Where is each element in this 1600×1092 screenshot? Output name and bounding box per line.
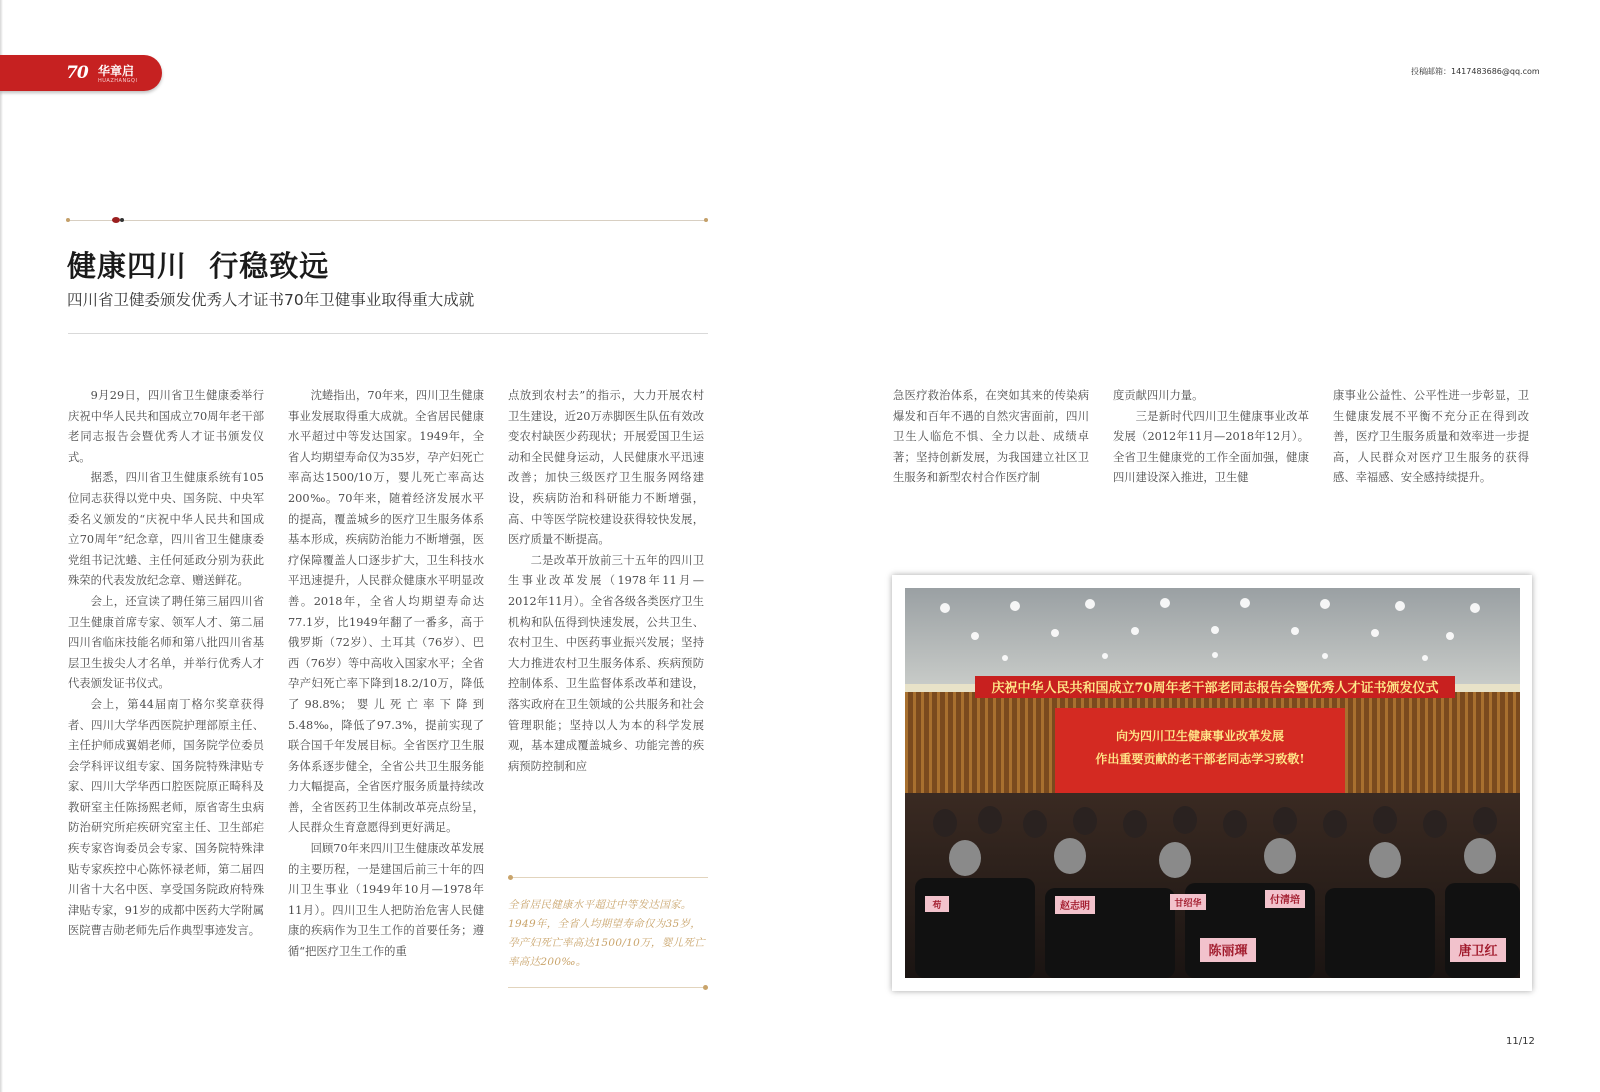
paragraph: 会上，第44届南丁格尔奖章获得者、四川大学华西医院护理部原主任、主任护师成翼娟老师，国务院学位委员会学科评议组专家、国务院特殊津贴专家、四川大学华西口腔医院原正畸科及教研室主任陈扬熙老师，原省寄生虫病防治研究所疟疾研究室主任、卫生部疟疾专家咨询委员会专家、国务院特殊津贴专家疾控中心陈怀禄老师，第二届四川省十大名中医、享受国务院政府特殊津贴专家，91岁的成都中医药大学附属医院曹吉勋老师先后作典型事迹发言。 (68, 697, 264, 938)
pull-quote: 全省居民健康水平超过中等发达国家。1949年，全省人均期望寿命仅为35岁，孕产妇死亡率高达1500/10万，婴儿死亡率高达200‰。 (508, 899, 705, 968)
title-top-rule (68, 220, 708, 221)
article-column-5 (1113, 386, 1309, 490)
name-card-label: 赵志明 (1060, 901, 1090, 912)
article-column-2 (288, 386, 484, 996)
paragraph: 据悉，四川省卫生健康系统有105位同志获得以党中央、国务院、中央军委名义颁发的“庆祝中华人民共和国成立70周年”纪念章，四川省卫生健康委党组书记沈蜷、主任何延政分别为获此殊荣的代表发放纪念章、赠送鲜花。 (68, 471, 264, 588)
name-card-label: 甘绍华 (1174, 899, 1202, 909)
rule-dot (120, 218, 124, 222)
pull-quote-dot (703, 985, 708, 990)
pull-quote-dot (508, 875, 513, 880)
paragraph: 沈蜷指出，70年来，四川卫生健康事业发展取得重大成就。全省居民健康水平超过中等发达国家。1949年，全省人均期望寿命仅为35岁，孕产妇死亡率高达1500/10万，婴儿死亡率高达200‰。70年来，随着经济发展水平的提高，覆盖城乡的医疗卫生服务体系基本形成，疾病防治能力不断增强，医疗保障覆盖人口逐步扩大，卫生科技水平迅速提升，人民群众健康水平明显改善。2018年，全省人均期望寿命达77.1岁，比1949年翻了一番多，高于俄罗斯（72岁）、土耳其（76岁）、巴西（76岁）等中高收入国家水平；全省孕产妇死亡率下降到18.2/10万，降低了98.8%；婴儿死亡率下降到5.48‰，降低了97.3%，提前实现了联合国千年发展目标。全省医疗卫生服务体系逐步健全，全省公共卫生服务能力大幅提高，全省医疗服务质量持续改善，全省医药卫生体制改革亮点纷呈，人民群众生育意愿得到更好满足。 (288, 389, 484, 835)
contact-email: 投稿邮箱：1417483686@qq.com (1411, 67, 1540, 76)
rule-dot (66, 218, 70, 222)
conference-photo (905, 588, 1520, 978)
name-card-label: 陈丽琿 (1208, 944, 1248, 959)
article-column-3 (508, 386, 704, 782)
logo-70-mark: 70 (66, 63, 88, 83)
name-card-label: 付清培 (1270, 895, 1300, 906)
logo-name: 华章启 (98, 64, 135, 78)
conference-photo-illustration (905, 588, 1520, 978)
photo-banner-text: 庆祝中华人民共和国成立70周年老干部老同志报告会暨优秀人才证书颁发仪式 (991, 681, 1439, 696)
name-card-label: 唐卫红 (1458, 944, 1498, 959)
paragraph: 急医疗救治体系，在突如其来的传染病爆发和百年不遇的自然灾害面前，四川卫生人临危不惧、全力以赴、成绩卓著；坚持创新发展，为我国建立社区卫生服务和新型农村合作医疗制 (893, 389, 1089, 485)
pull-quote-bottom-rule (508, 987, 708, 988)
paragraph: 点放到农村去”的指示，大力开展农村卫生建设，近20万赤脚医生队伍有效改变农村缺医少药现状；开展爱国卫生运动和全民健身运动，人民健康水平迅速改善；加快三级医疗卫生服务网络建设，疾病防治和科研能力不断增强，高、中等医学院校建设获得较快发展，医疗质量不断提高。 (508, 389, 704, 547)
photo-screen-line2: 作出重要贡献的老干部老同志学习致敬! (1095, 752, 1305, 766)
logo-subtitle: HUAZHANGQI (98, 78, 138, 84)
page-edge-shadow (0, 0, 3, 1092)
photo-screen-line1: 向为四川卫生健康事业改革发展 (1115, 729, 1285, 743)
paragraph: 会上，还宣读了聘任第三届四川省卫生健康首席专家、领军人才、第二届四川省临床技能名师和第八批四川省基层卫生拔尖人才名单，并举行优秀人才代表颁发证书仪式。 (68, 594, 264, 691)
paragraph: 二是改革开放前三十五年的四川卫生事业改革发展（1978年11月—2012年11月）。全省各级各类医疗卫生机构和队伍得到快速发展，公共卫生、农村卫生、中医药事业振兴发展；坚持大力推进农村卫生服务体系、疾病预防控制体系、卫生监督体系改革和建设，落实政府在卫生领域的公共服务和社会管理职能；坚持以人为本的科学发展观，基本建成覆盖城乡、功能完善的疾病预防控制和应 (508, 553, 704, 773)
article-column-4 (893, 386, 1089, 490)
paragraph: 9月29日，四川省卫生健康委举行庆祝中华人民共和国成立70周年老干部老同志报告会暨优秀人才证书颁发仪式。 (68, 389, 264, 464)
page-number: 11/12 (1506, 1036, 1535, 1047)
paragraph: 度贡献四川力量。 (1113, 389, 1204, 402)
article-column-6 (1333, 386, 1529, 490)
article-column-1 (68, 386, 264, 996)
article-title: 健康四川 行稳致远 (67, 249, 330, 283)
article-subtitle: 四川省卫健委颁发优秀人才证书70年卫健事业取得重大成就 (67, 291, 475, 309)
rule-dot (704, 218, 708, 222)
paragraph: 回顾70年来四川卫生健康改革发展的主要历程，一是建国后前三十年的四川卫生事业（1949年10月—1978年11月）。四川卫生人把防治危害人民健康的疾病作为卫生工作的首要任务；遵循“把医疗卫生工作的重 (288, 842, 484, 959)
name-card-label: 苟 (932, 901, 942, 911)
paragraph: 康事业公益性、公平性进一步彰显，卫生健康发展不平衡不充分正在得到改善，医疗卫生服务质量和效率进一步提高，人民群众对医疗卫生服务的获得感、幸福感、安全感持续提升。 (1333, 389, 1529, 485)
title-bottom-rule (68, 333, 708, 334)
rule-dot (112, 217, 120, 223)
paragraph: 三是新时代四川卫生健康事业改革发展（2012年11月—2018年12月）。全省卫生健康党的工作全面加强，健康四川建设深入推进，卫生健 (1113, 409, 1309, 485)
pull-quote-top-rule (508, 877, 708, 878)
